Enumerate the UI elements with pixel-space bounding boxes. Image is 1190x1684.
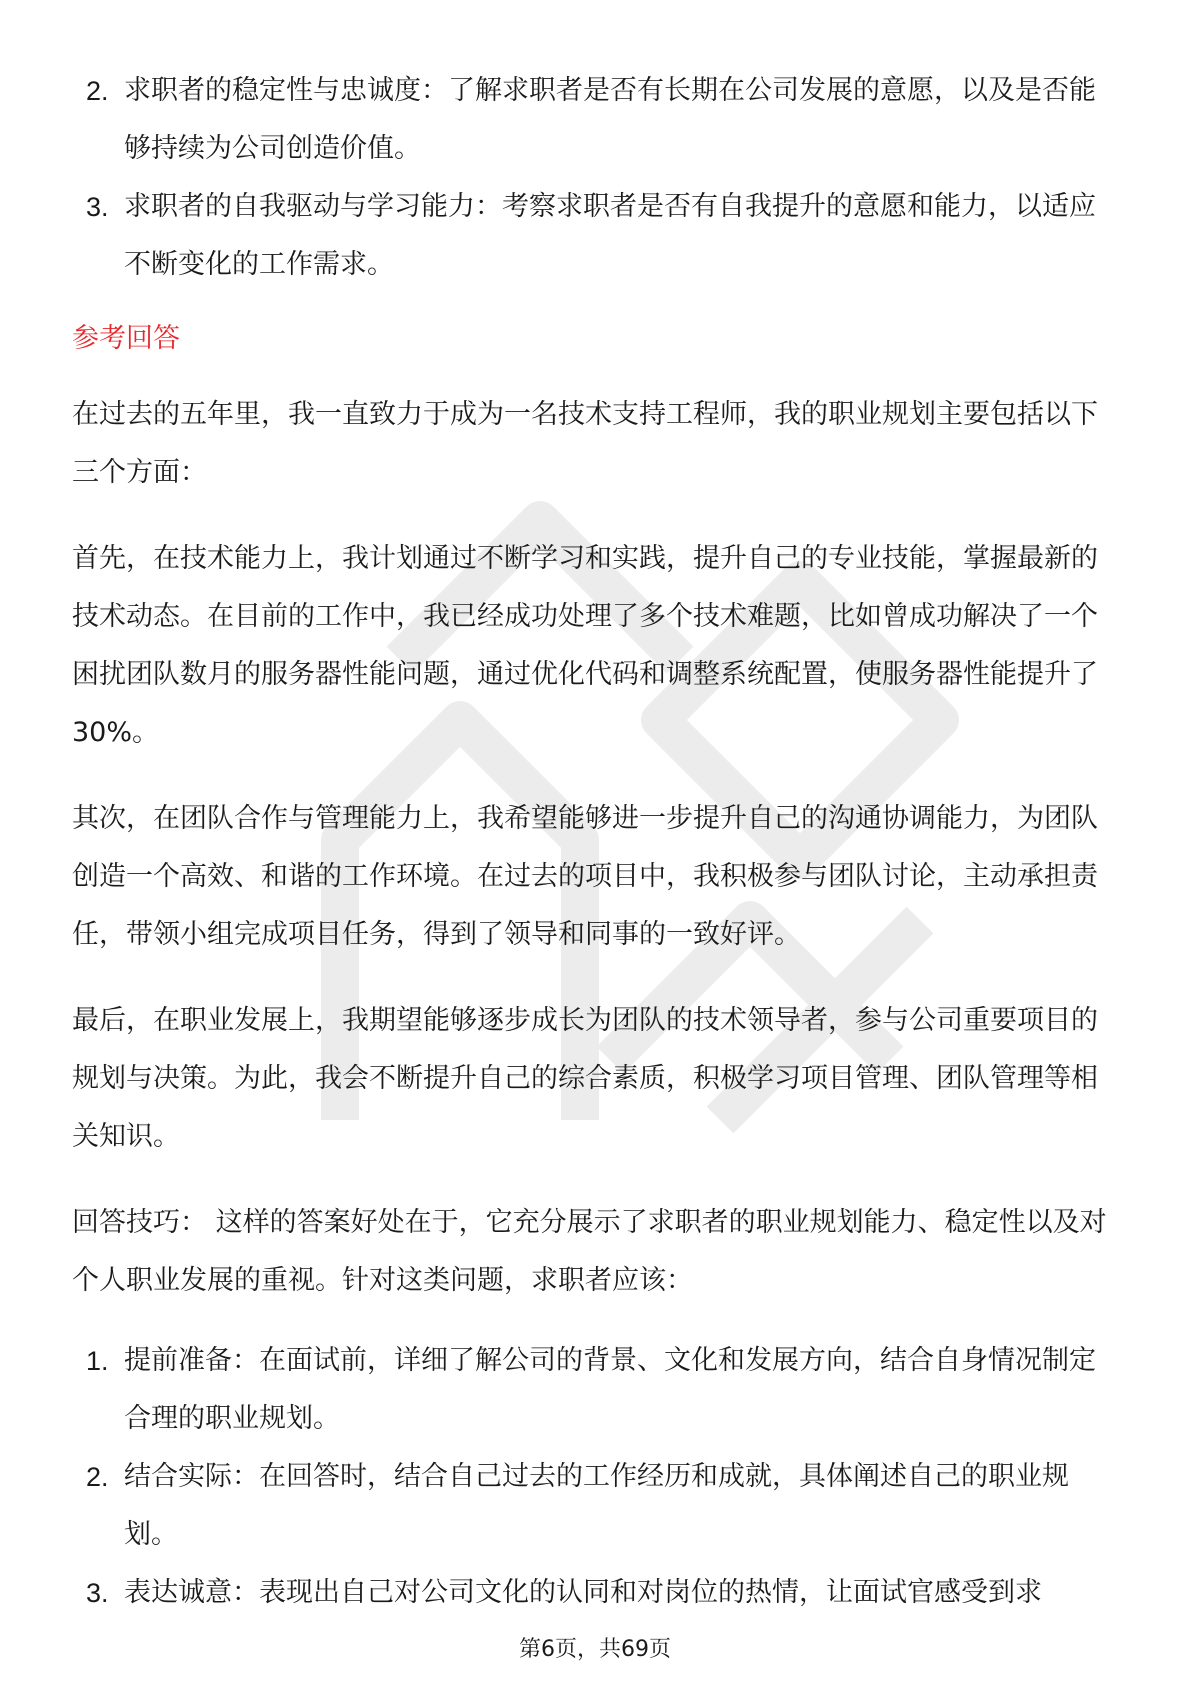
list-item xyxy=(72,178,1122,294)
list-item xyxy=(72,62,1122,178)
list-number: 2. xyxy=(86,76,109,106)
answer-paragraph: 最后，在职业发展上，我期望能够逐步成长为团队的技术领导者，参与公司重要项目的规划与决策。为此，我会不断提升自己的综合素质，积极学习项目管理、团队管理等相关知识。 xyxy=(72,1005,1098,1152)
page-number-footer: 第6页，共69页 xyxy=(519,1637,671,1662)
answer-paragraph: 在过去的五年里，我一直致力于成为一名技术支持工程师，我的职业规划主要包括以下三个方面： xyxy=(72,399,1098,488)
list-number: 2. xyxy=(86,1462,109,1492)
answer-paragraph: 其次，在团队合作与管理能力上，我希望能够进一步提升自己的沟通协调能力，为团队创造一个高效、和谐的工作环境。在过去的项目中，我积极参与团队讨论，主动承担责任，带领小组完成项目任务，得到了领导和同事的一致好评。 xyxy=(72,803,1098,950)
answer-paragraph: 首先，在技术能力上，我计划通过不断学习和实践，提升自己的专业技能，掌握最新的技术动态。在目前的工作中，我已经成功处理了多个技术难题，比如曾成功解决了一个困扰团队数月的服务器性能问题，通过优化代码和调整系统配置，使服务器性能提升了30%。 xyxy=(72,543,1098,748)
list-item xyxy=(72,1332,1122,1448)
list-text: 提前准备：在面试前，详细了解公司的背景、文化和发展方向，结合自身情况制定合理的职业规划。 xyxy=(124,1345,1096,1434)
list-number: 1. xyxy=(86,1346,109,1376)
list-number: 3. xyxy=(86,1578,109,1608)
criteria-list xyxy=(72,62,1122,294)
list-text: 结合实际：在回答时，结合自己过去的工作经历和成就，具体阐述自己的职业规划。 xyxy=(124,1461,1069,1550)
list-text: 求职者的自我驱动与学习能力：考察求职者是否有自我提升的意愿和能力，以适应不断变化的工作需求。 xyxy=(124,191,1096,280)
list-text: 求职者的稳定性与忠诚度：了解求职者是否有长期在公司发展的意愿，以及是否能够持续为公司创造价值。 xyxy=(124,75,1096,164)
tips-intro: 回答技巧： 这样的答案好处在于，它充分展示了求职者的职业规划能力、稳定性以及对个人职业发展的重视。针对这类问题，求职者应该： xyxy=(72,1207,1107,1296)
list-number: 3. xyxy=(86,192,109,222)
tips-list xyxy=(72,1332,1122,1622)
list-item xyxy=(72,1564,1122,1622)
page-content xyxy=(72,62,1122,1622)
list-item xyxy=(72,1448,1122,1564)
list-text: 表达诚意：表现出自己对公司文化的认同和对岗位的热情，让面试官感受到求 xyxy=(124,1577,1042,1608)
section-title: 参考回答 xyxy=(72,323,180,354)
